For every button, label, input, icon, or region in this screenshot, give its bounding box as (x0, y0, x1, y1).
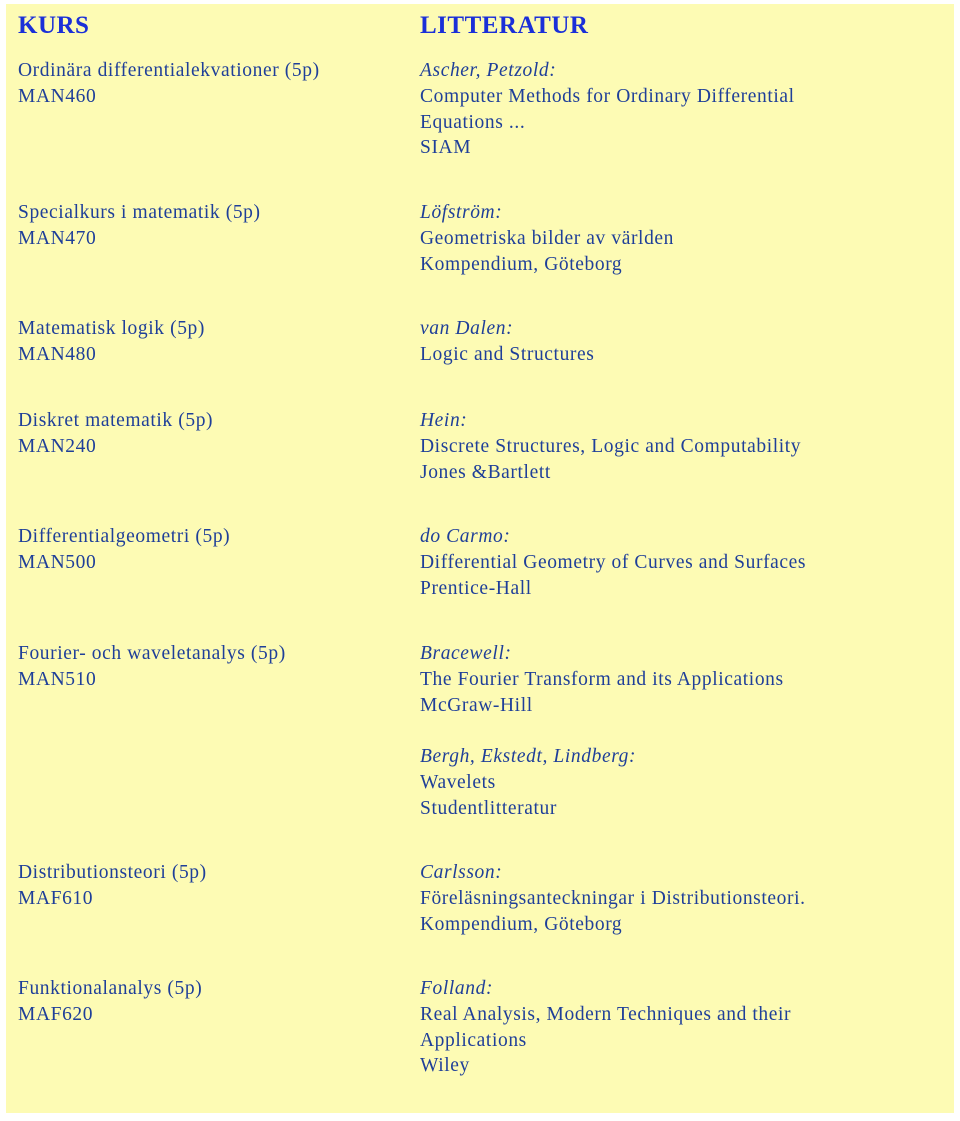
course-info (18, 58, 408, 110)
course-info (18, 408, 408, 460)
course-code: MAN500 (18, 551, 97, 573)
literature-info (420, 58, 950, 161)
course-code: MAN240 (18, 435, 97, 457)
course-name: Funktionalanalys (5p) (18, 978, 203, 999)
book-line: Equations ... (420, 111, 526, 133)
book-author: van Dalen: (420, 318, 514, 339)
book-author: Ascher, Petzold: (420, 60, 557, 81)
course-name: Specialkurs i matematik (5p) (18, 202, 261, 223)
literature-info (420, 408, 950, 485)
course-info (18, 641, 408, 693)
course-name: Differentialgeometri (5p) (18, 526, 231, 547)
book-line: Wiley (420, 1055, 470, 1077)
literature-info (420, 200, 950, 277)
literature-info (420, 641, 950, 822)
book-author: Carlsson: (420, 862, 503, 883)
course-code: MAN470 (18, 227, 97, 249)
book-line: The Fourier Transform and its Applications (420, 668, 784, 690)
course-code: MAN460 (18, 85, 97, 107)
book-line: Wavelets (420, 771, 496, 793)
literature-info (420, 860, 950, 937)
book-line: McGraw-Hill (420, 694, 533, 716)
book-line: Real Analysis, Modern Techniques and their (420, 1003, 792, 1025)
course-name: Fourier- och waveletanalys (5p) (18, 643, 286, 664)
book-line: Jones &Bartlett (420, 461, 551, 483)
course-code: MAF610 (18, 887, 94, 909)
course-info (18, 200, 408, 252)
course-info (18, 524, 408, 576)
book-line: Computer Methods for Ordinary Differential (420, 85, 795, 107)
book-line: Föreläsningsanteckningar i Distributionsteori. (420, 887, 806, 909)
book-author: Bergh, Ekstedt, Lindberg: (420, 746, 637, 768)
book-line: SIAM (420, 137, 472, 159)
book-gap (420, 718, 950, 744)
book-author: Bracewell: (420, 643, 512, 664)
book-line: Geometriska bilder av världen (420, 227, 675, 249)
book-line: Kompendium, Göteborg (420, 913, 623, 935)
book-line: Studentlitteratur (420, 797, 557, 819)
book-author: Hein: (420, 410, 468, 431)
page-background (6, 4, 954, 1113)
header-kurs: KURS (18, 12, 90, 39)
book-author: Löfström: (420, 202, 503, 223)
course-code: MAF620 (18, 1003, 94, 1025)
book-line: Discrete Structures, Logic and Computability (420, 435, 802, 457)
book-line: Applications (420, 1029, 527, 1051)
course-code: MAN510 (18, 668, 97, 690)
course-code: MAN480 (18, 343, 97, 365)
course-info (18, 976, 408, 1028)
book-author: Folland: (420, 978, 494, 999)
book-author: do Carmo: (420, 526, 511, 547)
book-line: Differential Geometry of Curves and Surfaces (420, 551, 807, 573)
header-litteratur: LITTERATUR (420, 12, 589, 39)
course-name: Diskret matematik (5p) (18, 410, 214, 431)
course-name: Matematisk logik (5p) (18, 318, 205, 339)
book-line: Logic and Structures (420, 343, 595, 365)
course-name: Distributionsteori (5p) (18, 862, 207, 883)
course-info (18, 316, 408, 368)
course-name: Ordinära differentialekvationer (5p) (18, 60, 320, 81)
book-line: Prentice-Hall (420, 577, 532, 599)
book-line: Kompendium, Göteborg (420, 253, 623, 275)
course-info (18, 860, 408, 912)
literature-info (420, 976, 950, 1079)
literature-info (420, 316, 950, 368)
literature-info (420, 524, 950, 601)
